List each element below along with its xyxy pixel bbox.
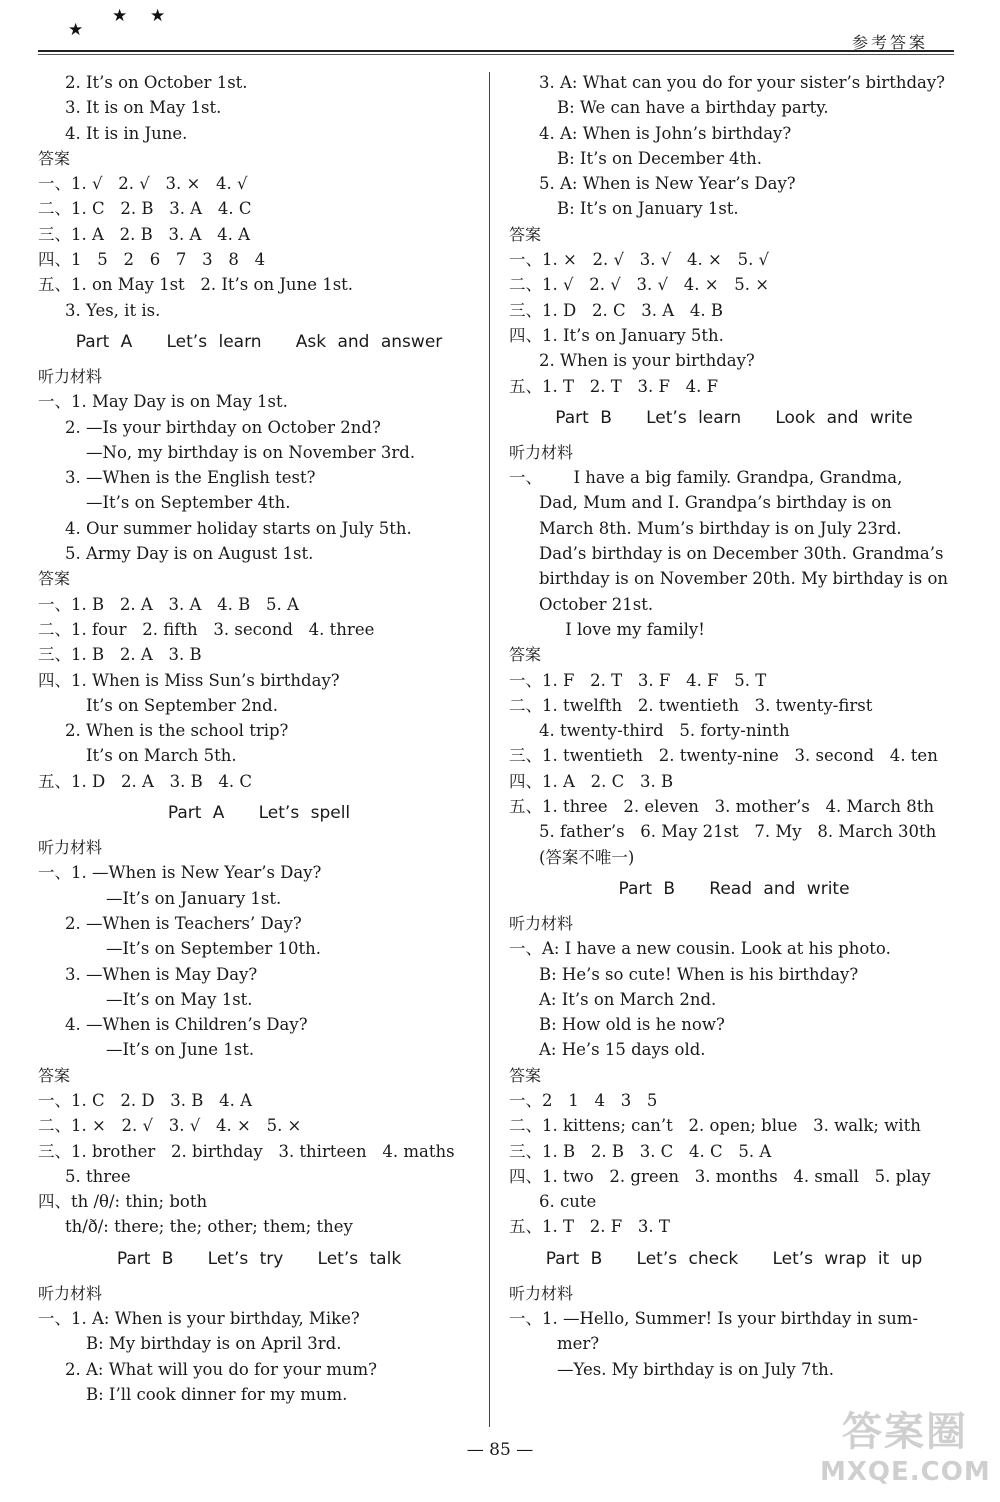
text-line: March 8th. Mum’s birthday is on July 23rd. <box>539 518 902 538</box>
text-line: 一、1. May Day is on May 1st. <box>38 392 288 412</box>
section-label: 听力材料 <box>509 913 574 933</box>
text-line: 五、1. T 2. F 3. T <box>509 1217 670 1237</box>
header-title: 参考答案 <box>851 33 928 52</box>
page-number: — 85 — <box>466 1440 534 1460</box>
text-line: Dad, Mum and I. Grandpa’s birthday is on <box>539 493 892 513</box>
text-line: —No, my birthday is on November 3rd. <box>86 442 416 462</box>
text-line: 5. Army Day is on August 1st. <box>65 544 314 564</box>
text-line: 二、1. × 2. √ 3. √ 4. × 5. × <box>38 1116 302 1136</box>
section-heading: Part B Let’s learn Look and write <box>555 407 913 428</box>
section-label: 答案 <box>38 569 71 589</box>
star-icon: ★ <box>68 20 84 40</box>
text-line: 二、1. four 2. fifth 3. second 4. three <box>38 619 375 639</box>
watermark-main: 答案圈 <box>842 1409 968 1455</box>
text-line: birthday is on November 20th. My birthday is on <box>539 569 949 589</box>
text-line: A: It’s on March 2nd. <box>539 989 717 1009</box>
text-line: 2. —When is Teachers’ Day? <box>65 913 302 933</box>
section-label: 答案 <box>509 1065 542 1085</box>
text-line: 4. It is in June. <box>65 123 188 143</box>
text-line: 四、1. two 2. green 3. months 4. small 5. play <box>509 1166 931 1186</box>
text-line: 二、1. kittens; can’t 2. open; blue 3. walk; with <box>509 1116 921 1136</box>
right-column <box>509 70 959 1382</box>
header-rule-thin <box>38 54 954 55</box>
text-line: B: I’ll cook dinner for my mum. <box>86 1384 348 1404</box>
text-line: 3. Yes, it is. <box>65 300 161 320</box>
text-line: B: He’s so cute! When is his birthday? <box>539 964 859 984</box>
text-line: 2. It’s on October 1st. <box>65 73 248 92</box>
text-line: 5. father’s 6. May 21st 7. My 8. March 30th <box>539 822 937 842</box>
text-line: October 21st. <box>539 594 654 614</box>
text-line: 6. cute <box>539 1192 597 1212</box>
section-label: 听力材料 <box>509 442 574 462</box>
section-label: 答案 <box>38 1065 71 1085</box>
text-line: 3. A: What can you do for your sister’s birthday? <box>539 73 946 92</box>
left-column <box>38 70 480 1407</box>
text-line: 一、1. A: When is your birthday, Mike? <box>38 1309 360 1329</box>
text-line: 一、1. √ 2. √ 3. × 4. √ <box>38 174 248 194</box>
header-rule <box>38 50 954 52</box>
page-header <box>0 0 1000 60</box>
text-line: 三、1. A 2. B 3. A 4. A <box>38 224 251 244</box>
text-line: 五、1. three 2. eleven 3. mother’s 4. March 8th <box>509 797 935 817</box>
text-line: 一、1. C 2. D 3. B 4. A <box>38 1090 253 1110</box>
text-line: 四、1. When is Miss Sun’s birthday? <box>38 670 340 690</box>
text-line: B: How old is he now? <box>539 1015 725 1035</box>
text-line: 五、1. T 2. T 3. F 4. F <box>509 376 719 396</box>
text-line: 3. —When is May Day? <box>65 964 258 984</box>
text-line: —It’s on January 1st. <box>106 888 282 908</box>
text-line: I love my family! <box>539 619 705 639</box>
section-heading: Part A Let’s learn Ask and answer <box>75 331 443 352</box>
watermark-sub: MXQE.COM <box>820 1457 991 1487</box>
text-line: 三、1. brother 2. birthday 3. thirteen 4. maths <box>38 1141 455 1161</box>
text-line: 4. —When is Children’s Day? <box>65 1015 308 1035</box>
text-line: 5. A: When is New Year’s Day? <box>539 174 796 194</box>
text-line: 一、1. —When is New Year’s Day? <box>38 863 322 883</box>
text-line: 三、1. B 2. B 3. C 4. C 5. A <box>509 1141 772 1161</box>
section-label: 听力材料 <box>38 838 103 858</box>
section-heading: Part B Let’s check Let’s wrap it up <box>545 1248 923 1269</box>
watermark-logo <box>820 1406 990 1496</box>
text-line: 二、1. C 2. B 3. A 4. C <box>38 199 252 219</box>
text-line: —It’s on September 10th. <box>106 939 322 959</box>
text-line: 三、1. B 2. A 3. B <box>38 645 202 665</box>
text-line: 二、1. twelfth 2. twentieth 3. twenty-first <box>509 695 873 715</box>
text-line: B: It’s on January 1st. <box>557 199 739 219</box>
section-heading: Part B Let’s try Let’s talk <box>116 1248 402 1269</box>
text-line: th/ð/: there; the; other; them; they <box>65 1217 353 1237</box>
section-heading: Part A Let’s spell <box>167 803 351 824</box>
text-line: 三、1. twentieth 2. twenty-nine 3. second 4. ten <box>509 746 938 766</box>
text-line: 4. A: When is John’s birthday? <box>539 123 792 143</box>
text-line: (答案不唯一) <box>539 847 635 867</box>
section-label: 听力材料 <box>38 366 103 386</box>
text-line: 一、1. × 2. √ 3. √ 4. × 5. √ <box>509 250 770 270</box>
star-icon: ★ <box>112 6 128 26</box>
text-line: 4. Our summer holiday starts on July 5th. <box>65 518 412 538</box>
star-icon: ★ <box>150 6 166 26</box>
text-line: 四、1. It’s on January 5th. <box>509 325 724 345</box>
section-label: 听力材料 <box>509 1283 574 1303</box>
text-line: It’s on March 5th. <box>86 746 237 766</box>
text-line: 四、1 5 2 6 7 3 8 4 <box>38 250 266 270</box>
text-line: —It’s on May 1st. <box>106 989 253 1009</box>
text-line: 2. When is your birthday? <box>539 351 755 371</box>
text-line: 一、 I have a big family. Grandpa, Grandma, <box>509 468 903 488</box>
text-line: 一、2 1 4 3 5 <box>509 1090 658 1110</box>
text-line: 4. twenty-third 5. forty-ninth <box>539 721 790 741</box>
text-line: 一、A: I have a new cousin. Look at his photo. <box>509 939 891 959</box>
text-line: It’s on September 2nd. <box>86 695 278 715</box>
section-label: 答案 <box>38 148 71 168</box>
text-line: 一、1. F 2. T 3. F 4. F 5. T <box>509 670 767 690</box>
section-label: 答案 <box>509 224 542 244</box>
section-heading: Part B Read and write <box>618 878 850 899</box>
column-divider <box>489 72 490 1427</box>
text-line: 2. A: What will you do for your mum? <box>65 1359 378 1379</box>
text-line: —It’s on September 4th. <box>86 493 291 513</box>
section-label: 答案 <box>509 645 542 665</box>
text-line: 四、th /θ/: thin; both <box>38 1192 208 1212</box>
text-line: A: He’s 15 days old. <box>539 1040 706 1060</box>
text-line: B: We can have a birthday party. <box>557 98 829 118</box>
text-line: 四、1. A 2. C 3. B <box>509 771 674 791</box>
text-line: Dad’s birthday is on December 30th. Grandma’s <box>539 544 944 564</box>
text-line: 五、1. D 2. A 3. B 4. C <box>38 771 253 791</box>
text-line: 二、1. √ 2. √ 3. √ 4. × 5. × <box>509 275 770 295</box>
text-line: —Yes. My birthday is on July 7th. <box>557 1359 834 1379</box>
text-line: 一、1. B 2. A 3. A 4. B 5. A <box>38 594 299 614</box>
text-line: B: It’s on December 4th. <box>557 148 762 168</box>
section-label: 听力材料 <box>38 1283 103 1303</box>
text-line: 三、1. D 2. C 3. A 4. B <box>509 300 724 320</box>
text-line: —It’s on June 1st. <box>106 1040 255 1060</box>
text-line: 3. —When is the English test? <box>65 468 316 488</box>
text-line: mer? <box>557 1334 600 1354</box>
text-line: 5. three <box>65 1166 131 1186</box>
text-line: B: My birthday is on April 3rd. <box>86 1334 342 1354</box>
text-line: 3. It is on May 1st. <box>65 98 222 118</box>
text-line: 一、1. —Hello, Summer! Is your birthday in sum- <box>509 1309 919 1329</box>
text-line: 五、1. on May 1st 2. It’s on June 1st. <box>38 275 354 295</box>
text-line: 2. When is the school trip? <box>65 721 289 741</box>
text-line: 2. —Is your birthday on October 2nd? <box>65 417 381 437</box>
